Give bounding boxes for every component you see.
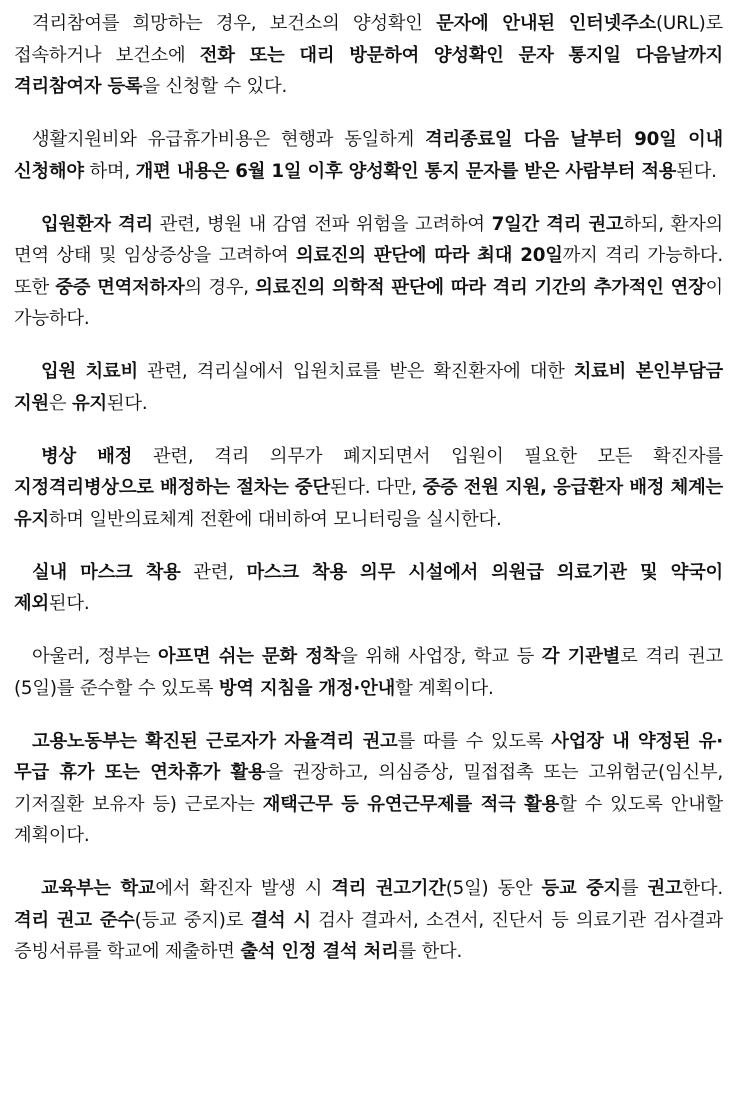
emphasis-text: 치료비 본인부담금 지원 [14,361,724,414]
paragraph-9 [14,873,723,968]
emphasis-text: 의료진의 의학적 판단에 따라 격리 기간의 추가적인 연장 [255,276,706,298]
paragraph-8 [14,726,723,852]
emphasis-text: 의료진의 판단에 따라 최대 20일 [295,245,563,266]
emphasis-text: 각 기관별 [541,646,621,667]
emphasis-text: 등교 중지 [541,878,622,899]
emphasis-text: 입원환자 격리 [41,213,154,235]
body-text: 이 가능하다. [14,276,723,329]
emphasis-text: 마스크 착용 의무 시설에서 의원급 의료기관 및 약국이 제외 [14,561,724,614]
body-text: 에서 확진자 발생 시 [155,878,332,899]
body-text: 관련, 격리 의무가 폐지되면서 입원이 필요한 모든 확진자를 [132,445,723,467]
emphasis-text: 중증 전원 지원, 응급환자 배정 체계는 유지 [14,477,723,530]
emphasis-text: 병상 배정 [41,445,133,467]
body-text: 하되, 환자의 면역 상태 및 임상증상을 고려하여 [14,213,723,266]
body-text: (등교 중지)로 [134,909,251,931]
paragraph-2 [14,124,723,187]
emphasis-text: 결석 시 [250,909,311,931]
body-text: 한다. [682,878,723,899]
emphasis-text: 격리 권고기간 [331,878,446,899]
emphasis-text: 격리종료일 다음 날부터 90일 이내 신청해야 [14,129,723,182]
body-text: 된다. [106,392,148,414]
emphasis-text: 유지 [72,392,107,414]
body-text: 할 수 있도록 안내할 계획이다. [14,793,723,846]
paragraph-7 [14,641,723,704]
body-text: 을 위해 사업장, 학교 등 [340,646,542,667]
emphasis-text: 권고 [647,878,683,899]
paragraph-6 [14,557,723,620]
body-text: 를 [621,878,648,899]
body-text: 을 권장하고, 의심증상, 밀접접촉 또는 고위험군(임신부, 기저질환 보유자 등) 근로자는 [14,762,723,815]
emphasis-text: 고용노동부는 [32,730,146,752]
emphasis-text: 문자에 안내된 인터넷주소 [436,13,656,34]
body-text: 된다. [676,160,717,182]
emphasis-text: 7일간 격리 권고 [491,213,624,235]
body-text: 할 계획이다. [395,677,494,699]
body-text: 아울러, 정부는 [32,646,158,667]
body-text: 된다. [48,593,90,614]
body-text: 관련, 격리실에서 입원치료를 받은 확진환자에 대한 [137,361,574,382]
body-text: 관련, [180,561,247,583]
emphasis-text: 격리 권고 준수 [14,909,135,931]
body-text: 관련, 병원 내 감염 전파 위험을 고려하여 [153,213,492,235]
body-text: 까지 격리 가능하다. 또한 [14,245,723,298]
emphasis-text: 확진된 근로자가 자율격리 권고 [145,730,398,752]
emphasis-text: 사업장 내 약정된 유·무급 휴가 또는 연차휴가 활용 [14,730,723,783]
body-text: 로 격리 권고(5일)를 준수할 수 있도록 [14,646,723,699]
body-text: 하며 일반의료체계 전환에 대비하여 모니터링을 실시한다. [48,508,502,530]
body-text: 은 [48,392,72,414]
emphasis-text: 방역 지침을 개정·안내 [218,677,396,699]
paragraph-1 [14,8,723,103]
emphasis-text: 아프면 쉬는 문화 정착 [157,646,341,667]
body-text: (5일) 동안 [445,878,542,899]
body-text: 를 한다. [398,941,463,962]
emphasis-text: 교육부는 [41,878,121,899]
emphasis-text: 지정격리병상으로 배정하는 절차는 중단 [14,477,330,498]
emphasis-text: 재택근무 등 유연근무제를 적극 활용 [262,793,560,815]
emphasis-text: 실내 마스크 착용 [32,561,181,583]
emphasis-text: 중증 면역저하자 [55,276,185,298]
body-text: 의 경우, [184,276,256,298]
body-text: 격리참여를 희망하는 경우, 보건소의 양성확인 [32,13,437,34]
body-text: 생활지원비와 유급휴가비용은 현행과 동일하게 [32,129,425,150]
emphasis-text: 입원 치료비 [41,361,138,382]
paragraph-4 [14,356,723,419]
body-text: 을 신청할 수 있다. [142,76,288,97]
body-text: 검사 결과서, 소견서, 진단서 등 의료기관 검사결과 증빙서류를 학교에 제출하면 [14,909,724,962]
body-text: (URL)로 접속하거나 보건소에 [14,13,723,66]
body-text: 를 따를 수 있도록 [397,730,552,752]
paragraph-3 [14,209,723,335]
body-text: 된다. 다만, [329,477,423,498]
emphasis-text: 학교 [120,878,156,899]
paragraph-5 [14,441,723,536]
emphasis-text: 출석 인정 결석 처리 [240,941,399,962]
body-text: 하며, [83,160,136,182]
emphasis-text: 개편 내용은 6월 1일 이후 양성확인 통지 문자를 받은 사람부터 적용 [135,160,677,182]
emphasis-text: 전화 또는 대리 방문하여 양성확인 문자 통지일 다음날까지 격리참여자 등록 [14,44,723,97]
